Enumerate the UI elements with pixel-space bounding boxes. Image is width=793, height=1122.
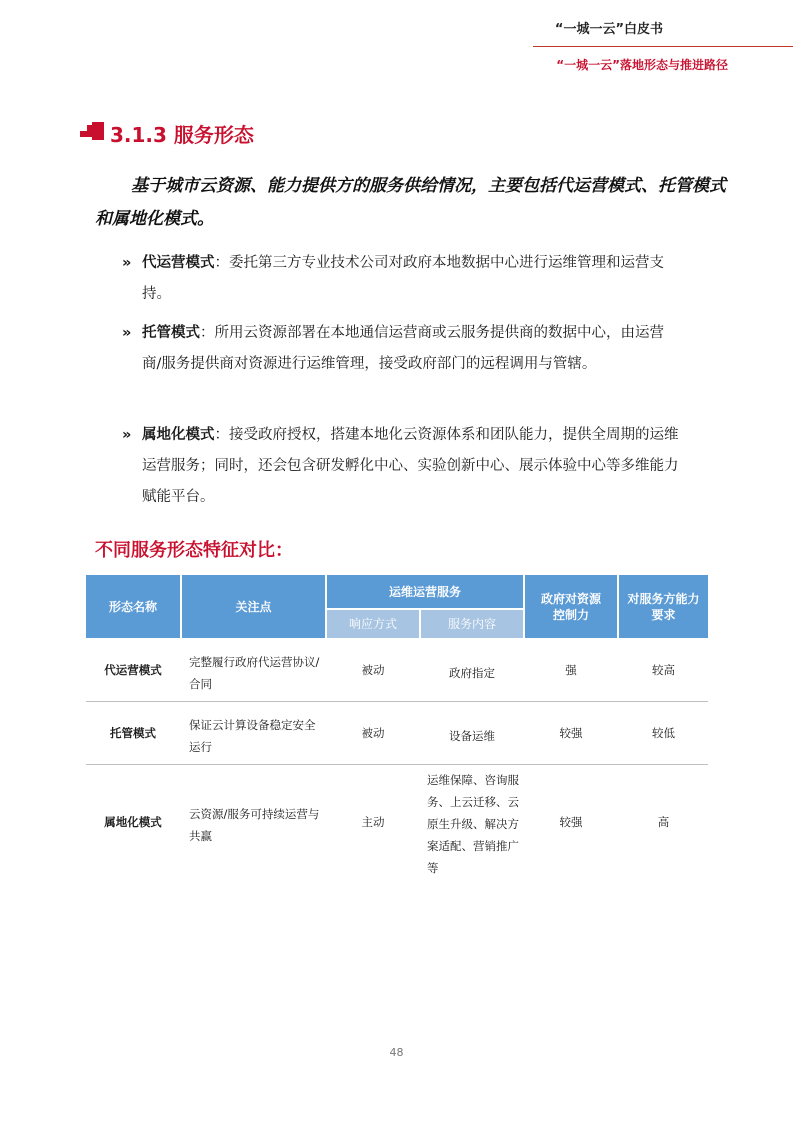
row-response: 被动 (361, 726, 385, 740)
bullet-text: ：所用云资源部署在本地通信运营商或云服务提供商的数据中心，由运营商/服务提供商对资源进行运维管理，接受政府部门的远程调用与管辖。 (142, 325, 664, 372)
row-control: 强 (565, 663, 577, 677)
bullet-item (122, 420, 682, 513)
header-subtitle: “一城一云”落地形态与推进路径 (556, 58, 728, 72)
row-focus: 云资源/服务可持续运营与共赢 (189, 807, 320, 843)
bullet-mark: » (122, 427, 132, 443)
header-ops-content: 服务内容 (421, 610, 523, 638)
bullet-text: ：委托第三方专业技术公司对政府本地数据中心进行运维管理和运营支持。 (142, 255, 664, 302)
row-focus: 完整履行政府代运营协议/合同 (189, 655, 320, 691)
section-intro: 基于城市云资源、能力提供方的服务供给情况，主要包括代运营模式、托管模式和属地化模式。 (95, 176, 726, 229)
bullet-item (122, 248, 682, 310)
row-content: 政府指定 (449, 666, 495, 680)
row-focus: 保证云计算设备稳定安全运行 (189, 718, 316, 754)
row-response: 主动 (361, 815, 385, 829)
bullet-item (122, 318, 682, 380)
section-title: 3.1.3 服务形态 (110, 123, 254, 147)
row-divider (86, 701, 708, 702)
bullet-text: ：接受政府授权，搭建本地化云资源体系和团队能力，提供全周期的运维运营服务；同时，还会包含研发孵化中心、实验创新中心、展示体验中心等多维能力赋能平台。 (142, 427, 679, 505)
row-capability: 较低 (652, 726, 675, 740)
comparison-title: 不同服务形态特征对比： (95, 540, 293, 561)
bullet-mark: » (122, 325, 132, 341)
header-ops: 运维运营服务 (327, 575, 523, 608)
row-response: 被动 (361, 663, 385, 677)
row-name: 属地化模式 (104, 815, 162, 829)
row-name: 托管模式 (110, 726, 156, 740)
header-focus: 关注点 (182, 575, 325, 638)
row-control: 较强 (559, 815, 583, 829)
row-name: 代运营模式 (104, 663, 162, 677)
header-divider (533, 46, 793, 47)
header-ops-response: 响应方式 (327, 610, 419, 638)
row-divider (86, 764, 708, 765)
header-control: 政府对资源控制力 (525, 575, 617, 638)
bullet-term: 属地化模式 (142, 427, 215, 443)
bullet-mark: » (122, 255, 132, 271)
row-capability: 较高 (652, 663, 675, 677)
bullet-term: 代运营模式 (142, 255, 215, 271)
bullet-term: 托管模式 (142, 325, 200, 341)
header-title: “一城一云”白皮书 (554, 22, 663, 37)
row-control: 较强 (559, 726, 583, 740)
header-name: 形态名称 (86, 575, 180, 638)
red-squares-icon (80, 122, 104, 142)
row-content: 运维保障、咨询服务、上云迁移、云原生升级、解决方案适配、营销推广等 (427, 773, 519, 875)
row-capability: 高 (657, 815, 670, 829)
page-number: 48 (389, 1046, 404, 1059)
row-content: 设备运维 (449, 729, 495, 743)
header-capability: 对服务方能力要求 (619, 575, 708, 638)
